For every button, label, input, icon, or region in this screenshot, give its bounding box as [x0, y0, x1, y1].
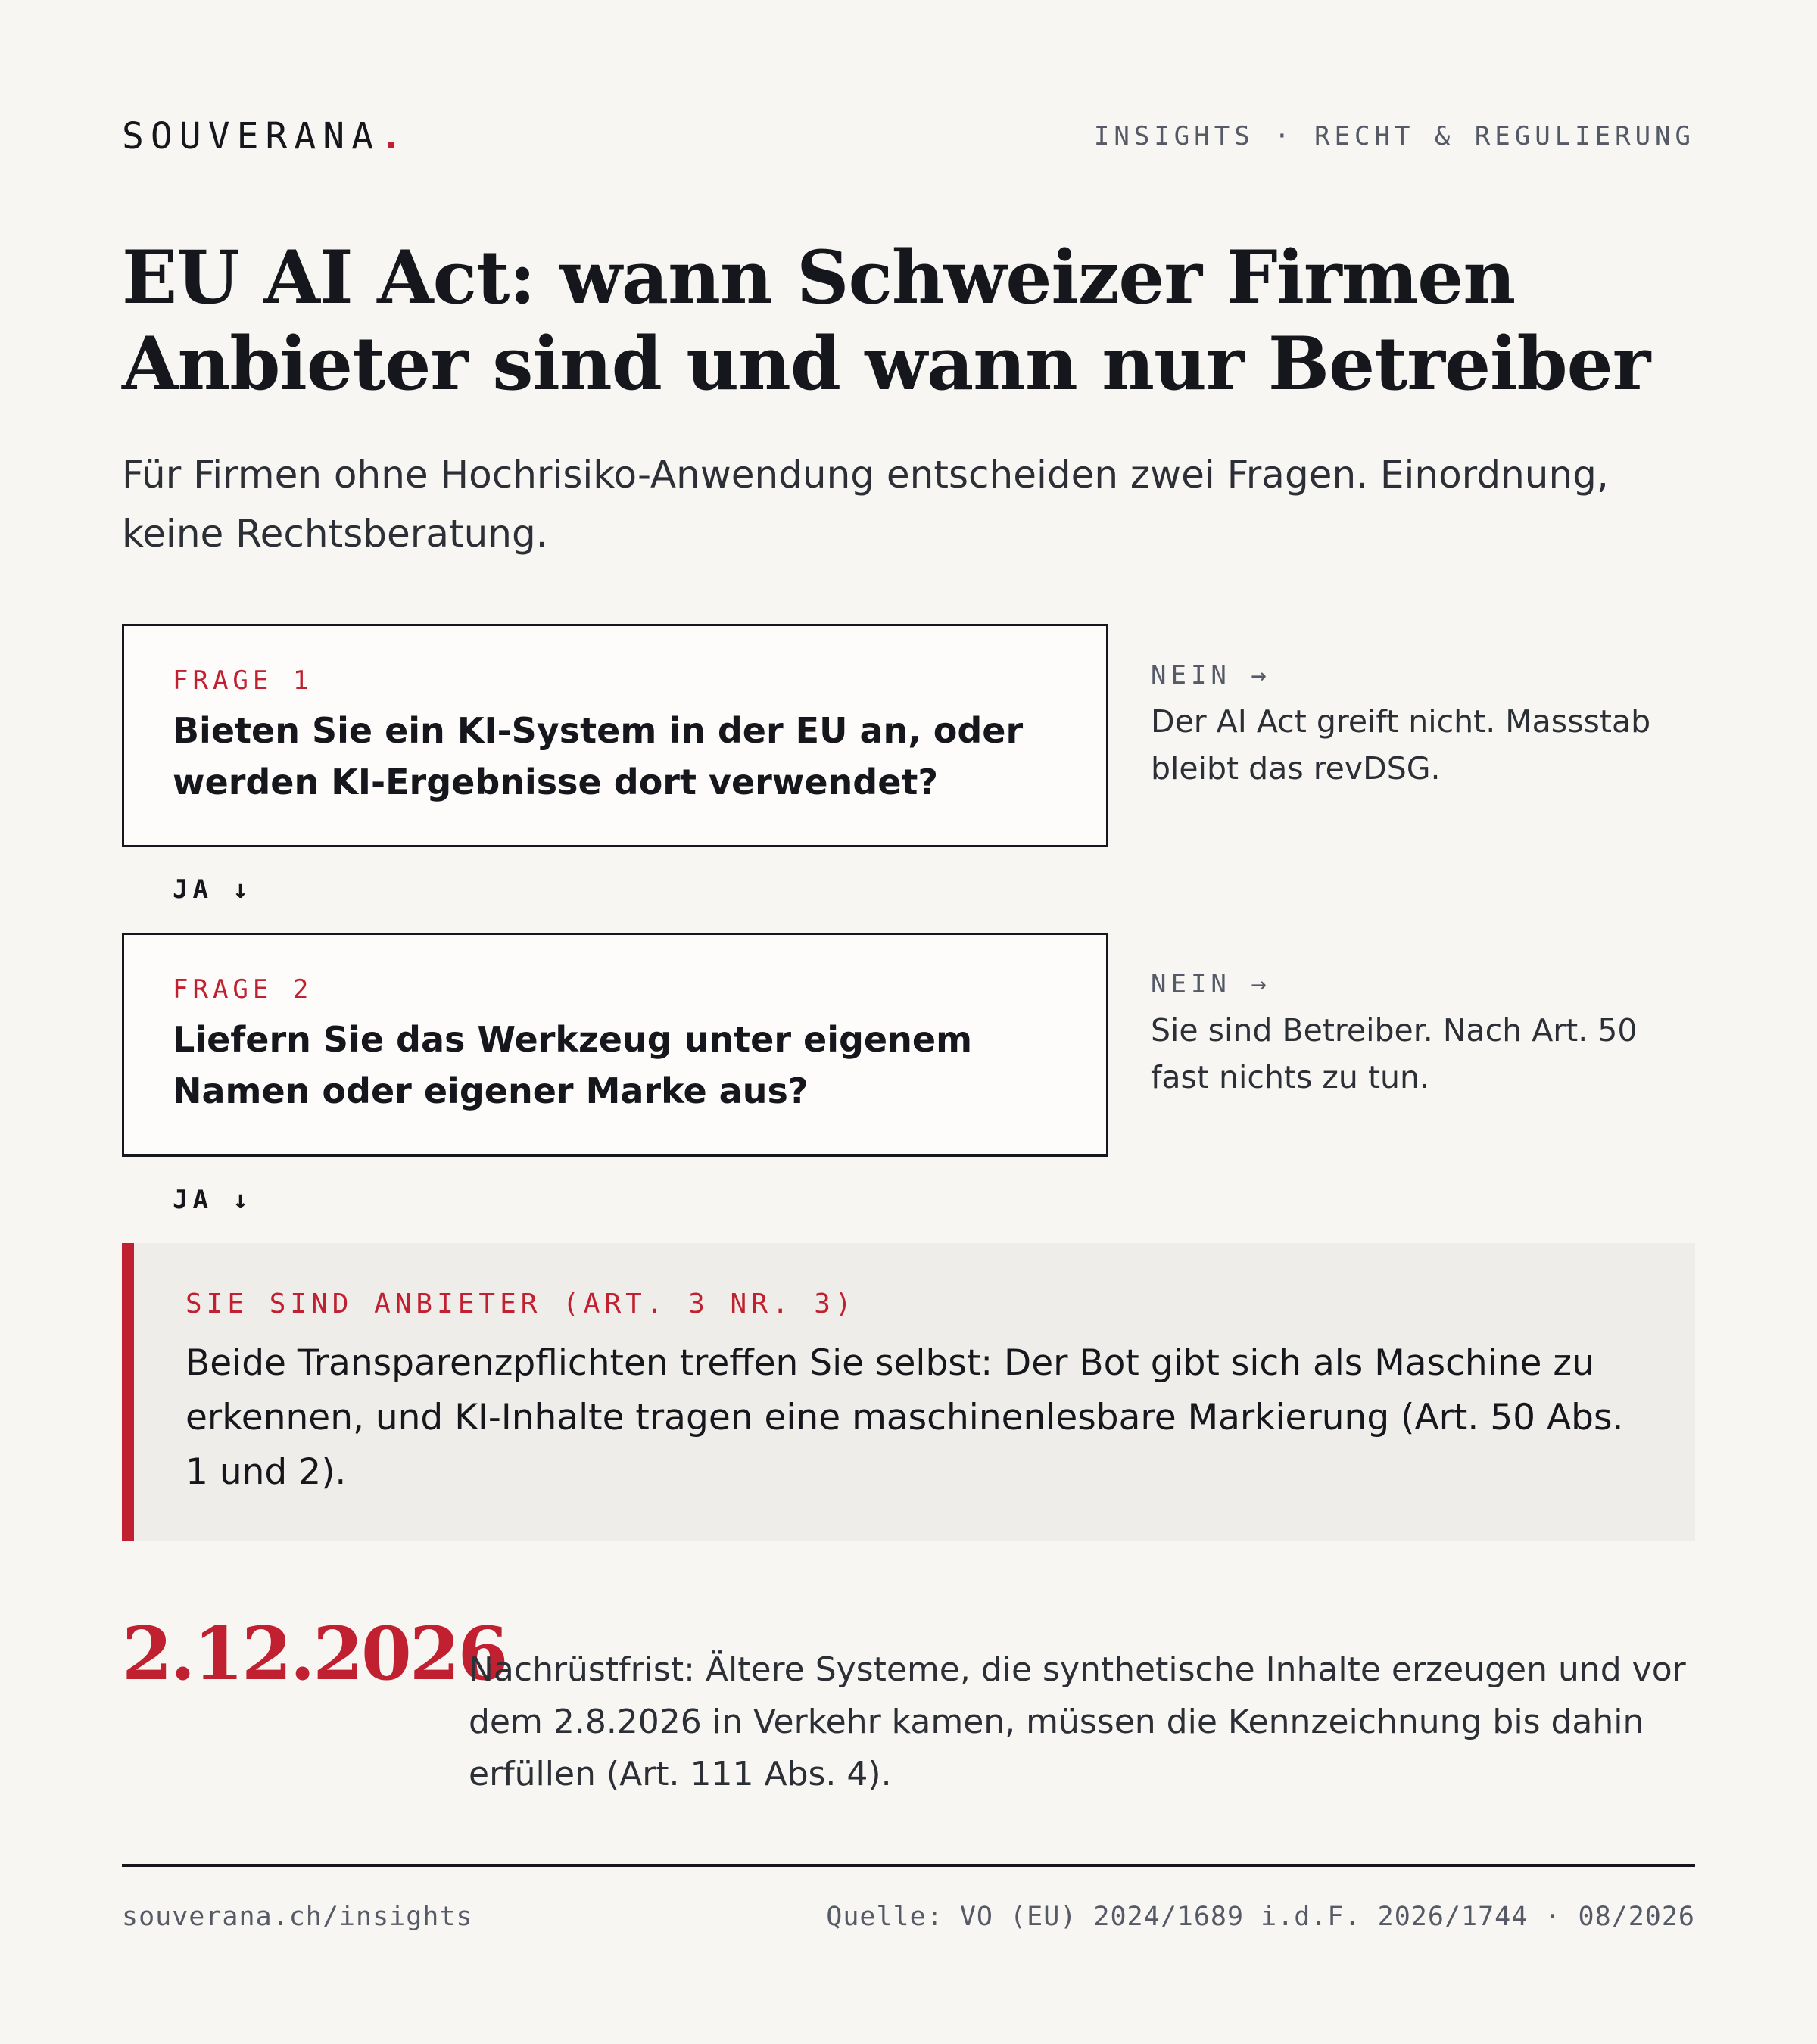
- question-2-text: Liefern Sie das Werkzeug unter eigenem Namen oder eigener Marke aus?: [173, 1019, 973, 1111]
- question-1-label: FRAGE 1: [173, 665, 313, 696]
- footer-url-link[interactable]: souverana.ch/insights: [122, 1902, 473, 1932]
- page-title: EU AI Act: wann Schweizer Firmen Anbieter sind und wann nur Betreiber: [122, 235, 1650, 407]
- question-1-no-label: NEIN →: [1151, 660, 1271, 690]
- section-breadcrumb[interactable]: INSIGHTS · RECHT & REGULIERUNG: [1093, 121, 1695, 151]
- question-1-no-text: Der AI Act greift nicht. Massstab bleibt das revDSG.: [1151, 703, 1651, 787]
- question-1-no-branch: [1151, 660, 1696, 792]
- brand-dot: .: [380, 115, 409, 157]
- question-2-no-label: NEIN →: [1151, 969, 1271, 999]
- question-2-label: FRAGE 2: [173, 974, 313, 1005]
- question-2-no-branch: [1151, 969, 1696, 1101]
- page-subtitle: Für Firmen ohne Hochrisiko-Anwendung entscheiden zwei Fragen. Einordnung, keine Rechtsberatung.: [122, 453, 1609, 556]
- deadline-date: 2.12.2026: [122, 1611, 506, 1697]
- footer-divider: [122, 1864, 1695, 1867]
- deadline-text: Nachrüstfrist: Ältere Systeme, die synthetische Inhalte erzeugen und vor dem 2.8.2026 in Verkehr kamen, müssen die Kennzeichnung bis dahin erfüllen (Art. 111 Abs. 4).: [469, 1650, 1686, 1793]
- result-label: SIE SIND ANBIETER (ART. 3 NR. 3): [185, 1288, 856, 1320]
- footer: [122, 1899, 1695, 1935]
- footer-source: Quelle: VO (EU) 2024/1689 i.d.F. 2026/1744 · 08/2026: [826, 1902, 1695, 1932]
- question-1-yes-label: JA ↓: [173, 874, 253, 905]
- question-1-text: Bieten Sie ein KI-System in der EU an, oder werden KI-Ergebnisse dort verwendet?: [173, 710, 1024, 802]
- question-1-box: [122, 624, 1108, 847]
- question-2-box: [122, 933, 1108, 1157]
- brand-logo[interactable]: [122, 115, 409, 157]
- question-2-no-text: Sie sind Betreiber. Nach Art. 50 fast nichts zu tun.: [1151, 1012, 1638, 1095]
- result-callout: [122, 1243, 1695, 1541]
- result-text: Beide Transparenzpflichten treffen Sie selbst: Der Bot gibt sich als Maschine zu erkennen, und KI-Inhalte tragen eine maschinenlesbare Markierung (Art. 50 Abs. 1 und 2).: [185, 1342, 1624, 1493]
- header: [122, 112, 1695, 160]
- brand-name: SOUVERANA: [122, 115, 381, 157]
- question-2-yes-label: JA ↓: [173, 1185, 253, 1215]
